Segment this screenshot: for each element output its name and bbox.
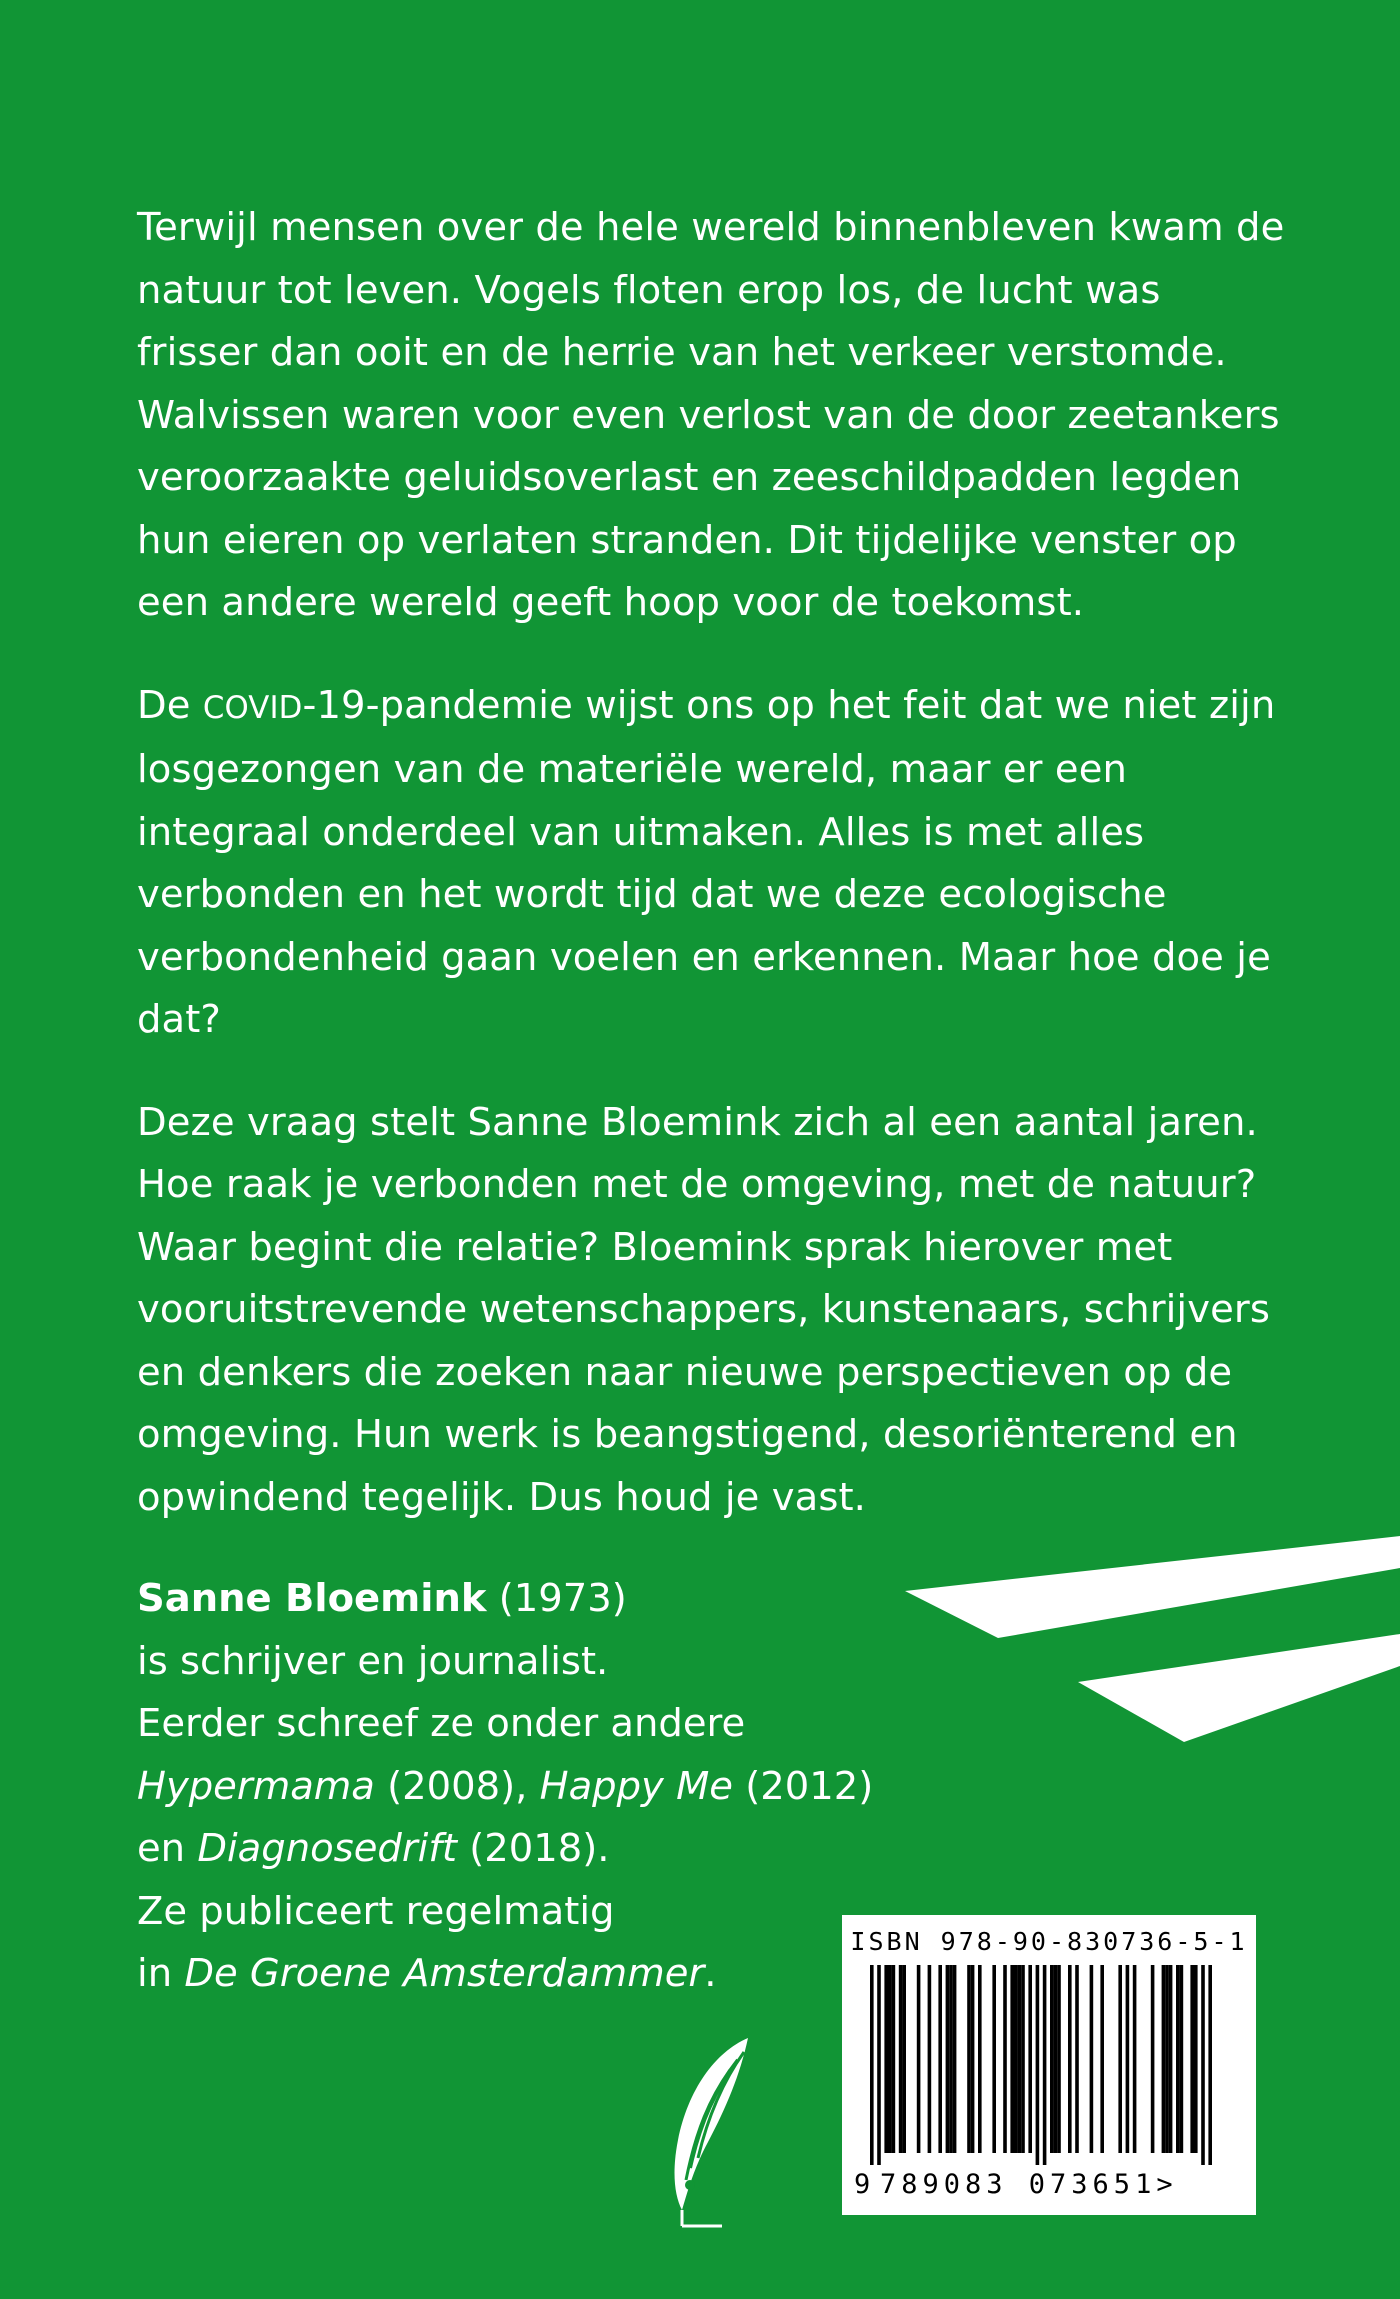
- barcode-bar: [1068, 1965, 1072, 2153]
- barcode-bar: [1010, 1965, 1014, 2153]
- bio-line-5: en Diagnosedrift (2018).: [137, 1826, 610, 1871]
- barcode-bar: [899, 1965, 903, 2153]
- barcode-bar: [1003, 1965, 1007, 2153]
- isbn-first-digit: 9: [854, 2169, 871, 2200]
- blurb-paragraph-1: Terwijl mensen over de hele wereld binnenbleven kwam de natuur tot leven. Vogels floten erop los, de lucht was frisser dan ooit en de herrie van het verkeer verstomde. Walvissen waren voor even verlost van de door zeetankers veroorzaakte geluidsoverlast en zeeschildpadden legden hun eieren op verlaten stranden. Dit tijdelijke venster op een andere wereld geeft hoop voor de toekomst.: [137, 205, 1285, 625]
- barcode-bar: [992, 1965, 996, 2153]
- barcode-bars: [852, 1965, 1246, 2165]
- barcode-bar: [1021, 1965, 1025, 2153]
- barcode-bar: [917, 1965, 921, 2153]
- barcode-bar: [946, 1965, 950, 2153]
- barcode-bar: [1075, 1965, 1079, 2153]
- barcode-bar: [888, 1965, 892, 2153]
- barcode-bar: [1162, 1965, 1166, 2153]
- quill-pen-icon: [660, 2030, 760, 2230]
- barcode-bar: [938, 1965, 942, 2153]
- barcode-bar: [1043, 1965, 1047, 2165]
- barcode-bar: [1165, 1965, 1169, 2153]
- isbn-barcode: [842, 1915, 1256, 2215]
- barcode-bar: [1133, 1965, 1137, 2153]
- blurb: [137, 197, 1287, 1569]
- barcode-bar: [1208, 1965, 1212, 2165]
- barcode-bar: [1014, 1965, 1018, 2153]
- barcode-bar: [1151, 1965, 1155, 2153]
- barcode-bar: [978, 1965, 982, 2153]
- author-bio: [137, 1568, 957, 2006]
- author-name: Sanne Bloemink: [137, 1576, 487, 1621]
- barcode-bar: [884, 1965, 888, 2153]
- barcode-bar: [1126, 1965, 1130, 2153]
- barcode-bar: [1118, 1965, 1122, 2153]
- barcode-bar: [1090, 1965, 1094, 2153]
- barcode-bar: [1180, 1965, 1184, 2153]
- barcode-bar: [1018, 1965, 1022, 2153]
- bio-line-6: Ze publiceert regelmatig: [137, 1888, 615, 1934]
- barcode-bar: [877, 1965, 881, 2165]
- stripe-2: [1078, 1634, 1400, 1742]
- bio-line-4: Hypermama (2008), Happy Me (2012): [137, 1763, 874, 1809]
- barcode-bar: [1100, 1965, 1104, 2153]
- barcode-bar: [953, 1965, 957, 2153]
- covid-smallcaps: COVID: [202, 689, 303, 726]
- barcode-bar: [1194, 1965, 1198, 2153]
- barcode-bar: [1190, 1965, 1194, 2153]
- barcode-bar: [1176, 1965, 1180, 2153]
- isbn-label: ISBN 978-90-830736-5-1: [850, 1927, 1248, 1956]
- barcode-bar: [1050, 1965, 1054, 2153]
- barcode-bar: [928, 1965, 932, 2153]
- barcode-bar: [967, 1965, 971, 2153]
- barcode-bar: [1036, 1965, 1040, 2165]
- barcode-bar: [1054, 1965, 1058, 2153]
- blurb-paragraph-2: De COVID-19-pandemie wijst ons op het feit dat we niet zijn losgezongen van de materiële wereld, maar er een integraal onderdeel van uitmaken. Alles is met alles verbonden en het wordt tijd dat we deze ecologische verbondenheid gaan voelen en erkennen. Maar hoe doe je dat?: [137, 682, 1276, 1042]
- isbn-digits: 789083 073651>: [880, 2169, 1178, 2200]
- barcode-bar: [892, 1965, 896, 2153]
- bio-line-3: Eerder schreef ze onder andere: [137, 1701, 746, 1746]
- barcode-bar: [870, 1965, 874, 2165]
- barcode-bar: [902, 1965, 906, 2153]
- barcode-bar: [971, 1965, 975, 2153]
- barcode-bar: [1057, 1965, 1061, 2153]
- barcode-bar: [1201, 1965, 1205, 2165]
- bio-line-7: in De Groene Amsterdammer.: [137, 1951, 717, 1996]
- blurb-paragraph-3: Deze vraag stelt Sanne Bloemink zich al een aantal jaren. Hoe raak je verbonden met de omgeving, met de natuur? Waar begint die relatie? Bloemink sprak hierover met vooruitstrevende wetenschappers, kunstenaars, schrijvers en denkers die zoeken naar nieuwe perspectieven op de omgeving. Hun werk is beangstigend, desoriënterend en opwindend tegelijk. Dus houd je vast.: [137, 1099, 1270, 1520]
- author-birth-year: (1973): [486, 1576, 627, 1621]
- barcode-bar: [949, 1965, 953, 2153]
- bio-line-2: is schrijver en journalist.: [137, 1638, 609, 1684]
- barcode-bar: [1028, 1965, 1032, 2153]
- barcode-bar: [1169, 1965, 1173, 2153]
